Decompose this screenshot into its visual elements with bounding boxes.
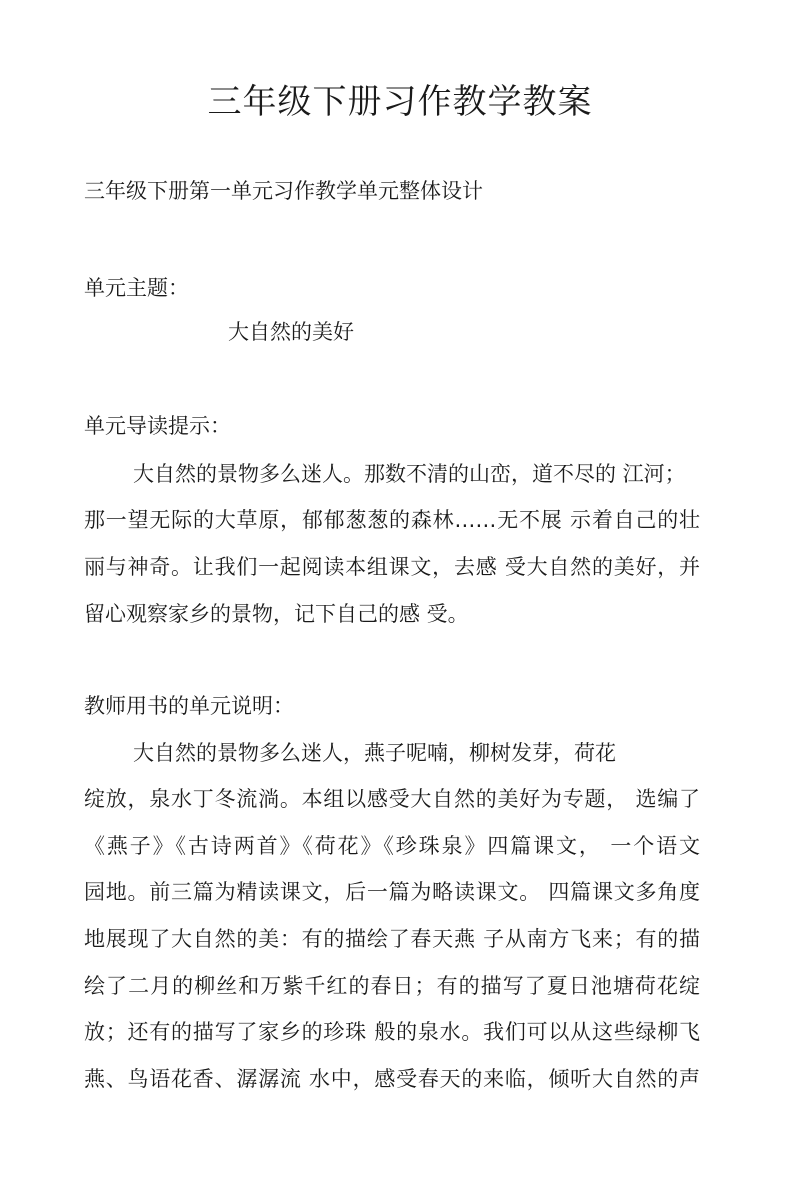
unit-theme-label: 单元主题： — [84, 276, 189, 300]
guide-line: 大自然的景物多么迷人。那数不清的山峦，道不尽的 江河； — [133, 462, 686, 486]
guide-line: 留心观察家乡的景物，记下自己的感 受。 — [84, 602, 469, 626]
teacher-notes-line: 绘了二月的柳丝和万紫千红的春日；有的描写了夏日池塘荷花绽 — [84, 974, 700, 998]
teacher-notes-line: 大自然的景物多么迷人，燕子呢喃，柳树发芽，荷花 — [133, 741, 616, 765]
teacher-notes-line: 燕、鸟语花香、潺潺流 水中，感受春天的来临，倾听大自然的声 — [84, 1067, 700, 1091]
teacher-notes-line: 地展现了大自然的美：有的描绘了春天燕 子从南方飞来；有的描 — [84, 927, 700, 951]
teacher-notes-line: 放；还有的描写了家乡的珍珠 般的泉水。我们可以从这些绿柳飞 — [84, 1020, 700, 1044]
teacher-notes-line: 绽放，泉水丁冬流淌。本组以感受大自然的美好为专题， 选编了 — [84, 787, 700, 811]
unit-theme-value: 大自然的美好 — [228, 320, 354, 344]
document-title: 三年级下册习作教学教案 — [207, 82, 593, 122]
guide-line: 那一望无际的大草原，郁郁葱葱的森林……无不展 示着自己的壮 — [84, 508, 700, 532]
teacher-notes-label: 教师用书的单元说明： — [84, 694, 294, 718]
teacher-notes-line: 《燕子》《古诗两首》《荷花》《珍珠泉》四篇课文， 一个语文 — [84, 834, 700, 858]
guide-line: 丽与神奇。让我们一起阅读本组课文，去感 受大自然的美好，并 — [84, 555, 700, 579]
teacher-notes-line: 园地。前三篇为精读课文，后一篇为略读课文。 四篇课文多角度 — [84, 880, 700, 904]
document-subtitle: 三年级下册第一单元习作教学单元整体设计 — [84, 179, 483, 203]
guide-label: 单元导读提示： — [84, 414, 231, 438]
